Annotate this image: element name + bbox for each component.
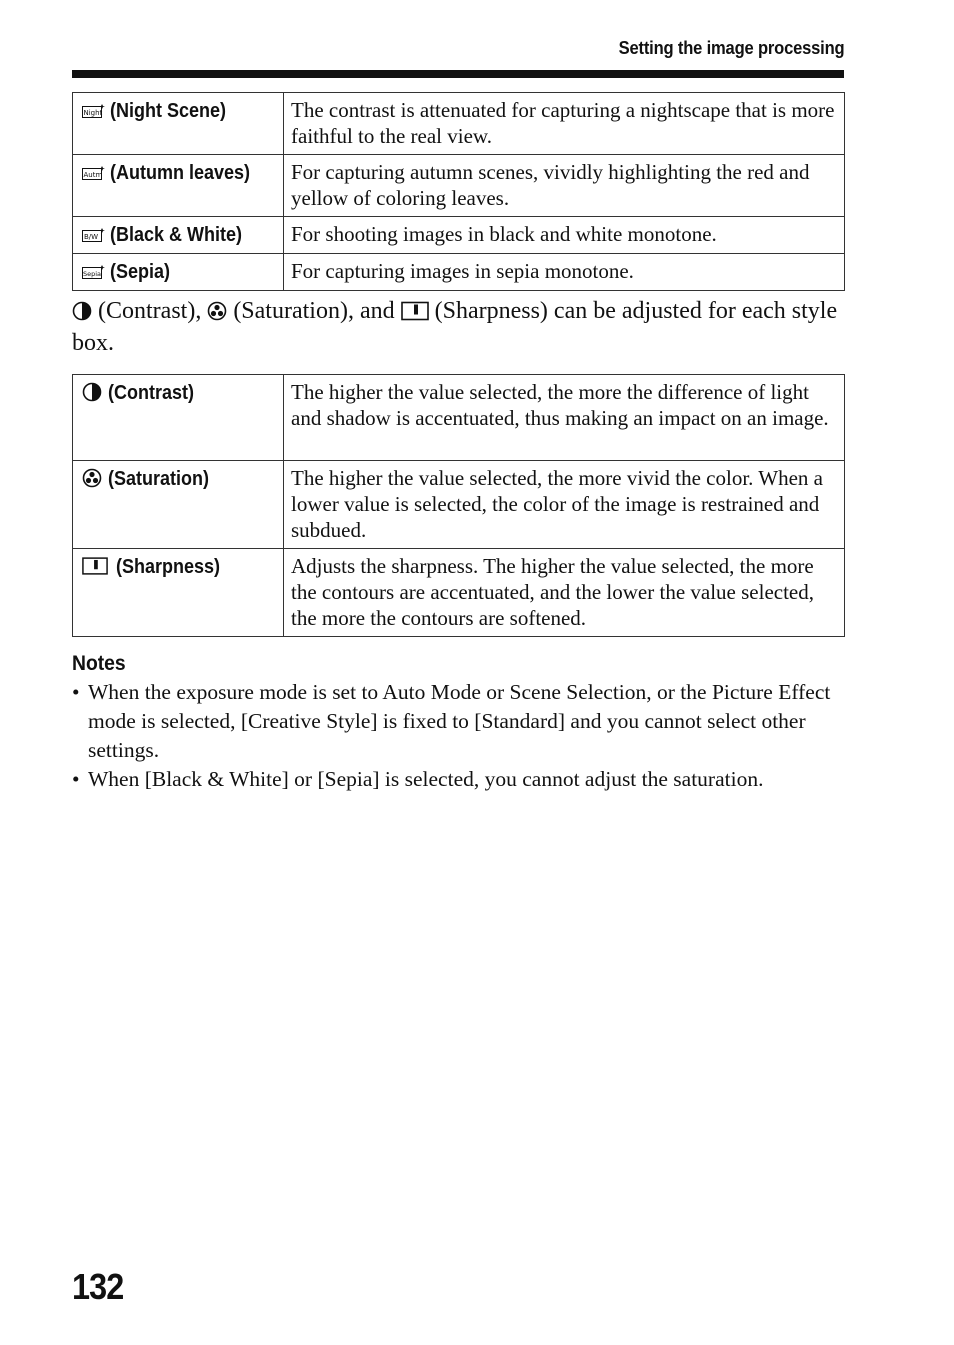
night-scene-style-icon: [82, 103, 106, 118]
adjustment-description: The higher the value selected, the more the difference of light and shadow is accentuated, thus making an impact on an image.: [284, 375, 845, 461]
autumn-leaves-style-icon: [82, 165, 106, 180]
intro-text-contrast: (Contrast),: [98, 298, 202, 324]
style-label-cell: [73, 217, 284, 254]
contrast-icon: [72, 301, 92, 321]
notes-heading: Notes: [72, 652, 126, 675]
saturation-icon: [82, 468, 102, 488]
style-label-cell: [73, 155, 284, 217]
contrast-icon: [82, 382, 102, 402]
list-item: • When [Black & White] or [Sepia] is selected, you cannot adjust the saturation.: [72, 765, 847, 794]
sharpness-icon: [82, 556, 108, 576]
adjustment-description: The higher the value selected, the more vivid the color. When a lower value is selected, the color of the image is restrained and subdued.: [284, 461, 845, 549]
running-head: Setting the image processing: [618, 38, 844, 58]
table-row: [73, 549, 845, 637]
style-description: The contrast is attenuated for capturing a nightscape that is more faithful to the real view.: [284, 93, 845, 155]
adjustment-label: (Saturation): [108, 468, 209, 490]
svg-text:Sepia: Sepia: [83, 270, 102, 278]
list-item: • When the exposure mode is set to Auto Mode or Scene Selection, or the Picture Effect mode is selected, [Creative Style] is fixed to [Standard] and you cannot select other settings.: [72, 678, 847, 765]
notes-list: [72, 678, 847, 794]
creative-style-table: [72, 92, 845, 291]
style-description: For shooting images in black and white monotone.: [284, 217, 845, 254]
header-rule: [72, 70, 844, 78]
adjustment-table: [72, 374, 845, 637]
style-label: (Sepia): [110, 261, 171, 283]
table-row: [73, 375, 845, 461]
svg-text:Night: Night: [83, 109, 103, 117]
adjustment-label-cell: [73, 549, 284, 637]
svg-text:Autm: Autm: [83, 171, 103, 179]
intro-text-sharpness: (Sharpness) can be adjusted for each style box.: [72, 298, 838, 356]
adjustment-intro: [72, 295, 852, 359]
page-number: 132: [72, 1266, 124, 1307]
adjustment-label: (Contrast): [108, 382, 194, 404]
table-row: [73, 93, 845, 155]
style-label: (Night Scene): [110, 100, 227, 122]
adjustment-label: (Sharpness): [116, 556, 221, 578]
table-row: [73, 217, 845, 254]
saturation-icon: [207, 301, 227, 321]
adjustment-label-cell: [73, 375, 284, 461]
adjustment-label-cell: [73, 461, 284, 549]
style-label: (Black & White): [110, 224, 243, 246]
black-white-style-icon: [82, 227, 106, 242]
style-description: For capturing autumn scenes, vividly highlighting the red and yellow of coloring leaves.: [284, 155, 845, 217]
intro-text-saturation: (Saturation), and: [233, 298, 395, 324]
table-row: [73, 461, 845, 549]
sepia-style-icon: [82, 264, 106, 279]
style-description: For capturing images in sepia monotone.: [284, 254, 845, 291]
table-row: [73, 155, 845, 217]
style-label-cell: [73, 254, 284, 291]
style-label: (Autumn leaves): [110, 162, 251, 184]
svg-text:B/W: B/W: [84, 233, 99, 241]
sharpness-icon: [401, 301, 429, 321]
style-label-cell: [73, 93, 284, 155]
adjustment-description: Adjusts the sharpness. The higher the value selected, the more the contours are accentuated, and the lower the value selected, the more the contours are softened.: [284, 549, 845, 637]
table-row: [73, 254, 845, 291]
